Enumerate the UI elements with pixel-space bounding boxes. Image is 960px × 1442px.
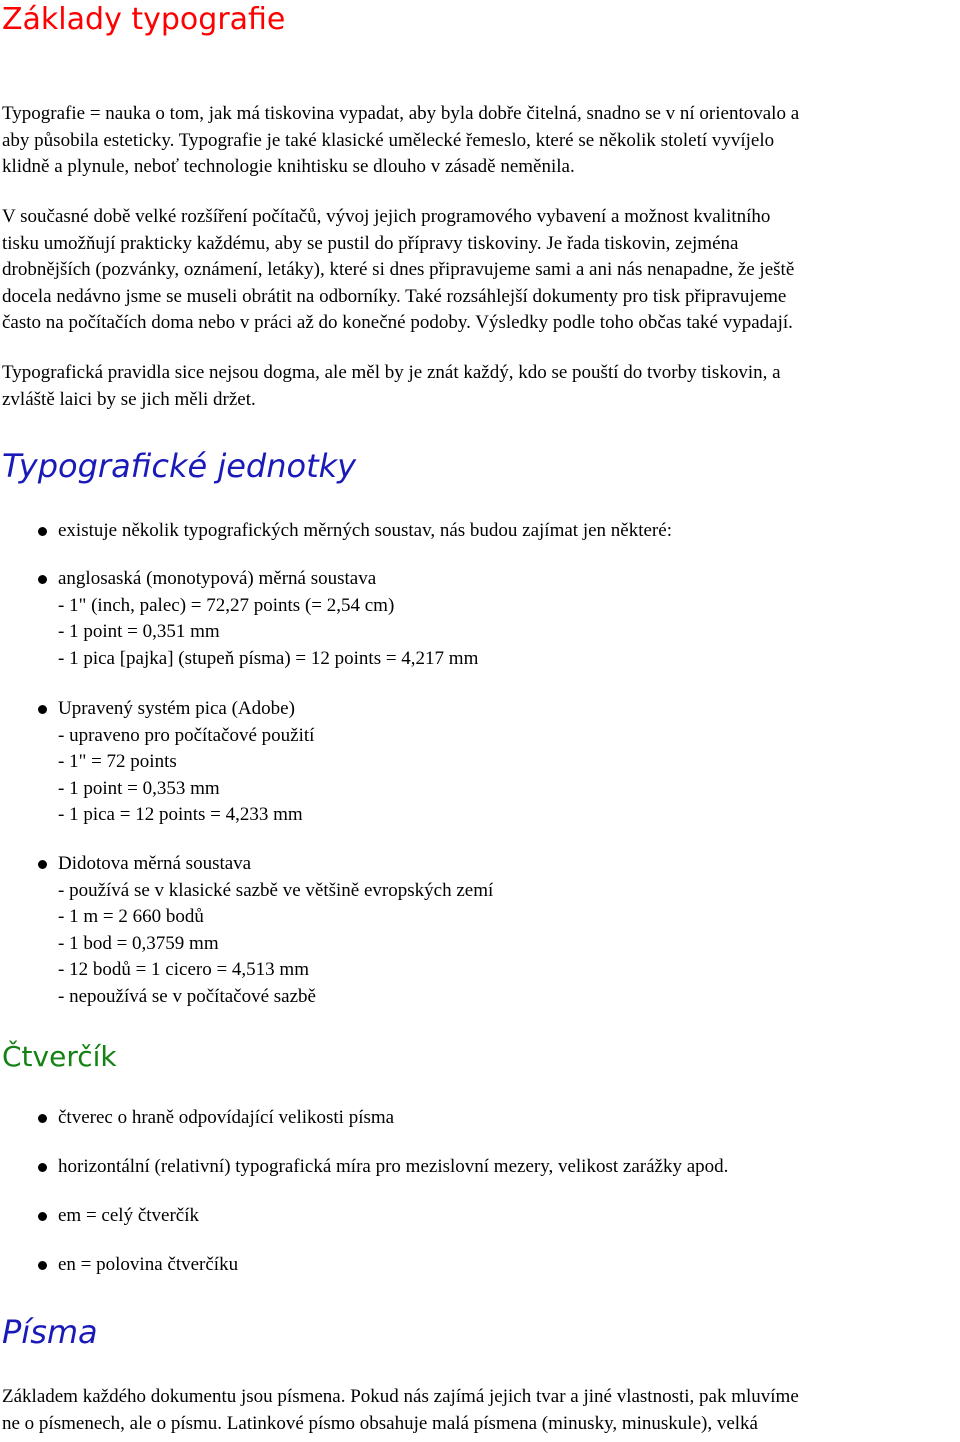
text-line: - 1 pica = 12 points = 4,233 mm	[58, 804, 303, 826]
text-line: - 1" (inch, palec) = 72,27 points (= 2,54 cm)	[58, 594, 395, 616]
text-line: - nepoužívá se v počítačové sazbě	[58, 985, 316, 1007]
text-line: - 1 point = 0,351 mm	[58, 621, 220, 643]
text-line: en = polovina čtverčíku	[58, 1254, 239, 1275]
list-item-text	[58, 851, 493, 1011]
intro-paragraph-1	[2, 101, 958, 181]
text-line: Didotova měrná soustava	[58, 853, 252, 874]
text-line: - 1" = 72 points	[58, 751, 177, 773]
text-line: zvláště laici by se jich měli držet.	[2, 388, 256, 410]
text-line: anglosaská (monotypová) měrná soustava	[58, 568, 377, 589]
text-line: Upravený systém pica (Adobe)	[58, 698, 295, 719]
bullet-icon	[38, 705, 47, 714]
text-line: - 1 bod = 0,3759 mm	[58, 932, 219, 954]
text-line: ne o písmenech, ale o písmu. Latinkové písmo obsahuje malá písmena (minusky, minuskule), velká	[2, 1412, 758, 1434]
bullet-icon	[38, 527, 47, 536]
text-line: Základem každého dokumentu jsou písmena. Pokud nás zajímá jejich tvar a jiné vlastnosti, pak mluvíme	[2, 1386, 799, 1407]
bullet-icon	[38, 1261, 47, 1270]
section-heading-ctvercik: Čtverčík	[2, 1040, 117, 1073]
text-line: - 1 pica [pajka] (stupeň písma) = 12 points = 4,217 mm	[58, 647, 479, 669]
list-item-text	[58, 1203, 199, 1230]
text-line: - používá se v klasické sazbě ve většině evropských zemí	[58, 879, 494, 901]
text-line: V současné době velké rozšíření počítačů, vývoj jejich programového vybavení a možnost kvalitního	[2, 206, 771, 227]
text-line: tisku umožňují prakticky každému, aby se pustil do přípravy tiskoviny. Je řada tiskovin, zejména	[2, 232, 739, 254]
bullet-icon	[38, 575, 47, 584]
section-heading-units: Typografické jednotky	[2, 447, 357, 485]
text-line: - upraveno pro počítačové použití	[58, 724, 315, 746]
text-line: Typografie = nauka o tom, jak má tiskovina vypadat, aby byla dobře čitelná, snadno se v ní orientovalo a	[2, 103, 800, 124]
text-line: - 12 bodů = 1 cicero = 4,513 mm	[58, 959, 309, 981]
text-line: horizontální (relativní) typografická míra pro mezislovní mezery, velikost zarážky apod.	[58, 1156, 729, 1177]
text-line: docela nedávno jsme se museli obrátit na odborníky. Také rozsáhlejší dokumenty pro tisk připravujeme	[2, 285, 787, 307]
text-line: existuje několik typografických měrných soustav, nás budou zajímat jen některé:	[58, 520, 672, 541]
list-item-text	[58, 1105, 394, 1132]
text-line: klidně a plynule, neboť technologie knihtisku se dlouho v zásadě neměnila.	[2, 156, 575, 178]
list-item-text	[58, 696, 314, 829]
list-item-text	[58, 566, 478, 672]
bullet-icon	[38, 1114, 47, 1123]
list-item-text	[58, 1154, 728, 1181]
list-item-text	[58, 1252, 238, 1279]
intro-paragraph-3	[2, 360, 958, 413]
pisma-paragraph	[2, 1384, 958, 1437]
page-title: Základy typografie	[2, 2, 286, 37]
bullet-icon	[38, 860, 47, 869]
text-line: - 1 point = 0,353 mm	[58, 777, 220, 799]
text-line: často na počítačích doma nebo v práci až do konečné podoby. Výsledky podle toho občas také vypadají.	[2, 312, 793, 334]
intro-paragraph-2	[2, 204, 958, 337]
list-item-text	[58, 518, 672, 545]
section-heading-pisma: Písma	[2, 1313, 98, 1351]
bullet-icon	[38, 1163, 47, 1172]
text-line: čtverec o hraně odpovídající velikosti písma	[58, 1107, 395, 1128]
bullet-icon	[38, 1212, 47, 1221]
text-line: - 1 m = 2 660 bodů	[58, 906, 204, 928]
text-line: drobnějších (pozvánky, oznámení, letáky), které si dnes připravujeme sami a ani nás nenapadne, že ještě	[2, 259, 795, 281]
text-line: aby působila esteticky. Typografie je také klasické umělecké řemeslo, které se několik století vyvíjelo	[2, 129, 775, 151]
text-line: em = celý čtverčík	[58, 1205, 200, 1226]
text-line: Typografická pravidla sice nejsou dogma, ale měl by je znát každý, kdo se pouští do tvorby tiskovin, a	[2, 362, 781, 383]
